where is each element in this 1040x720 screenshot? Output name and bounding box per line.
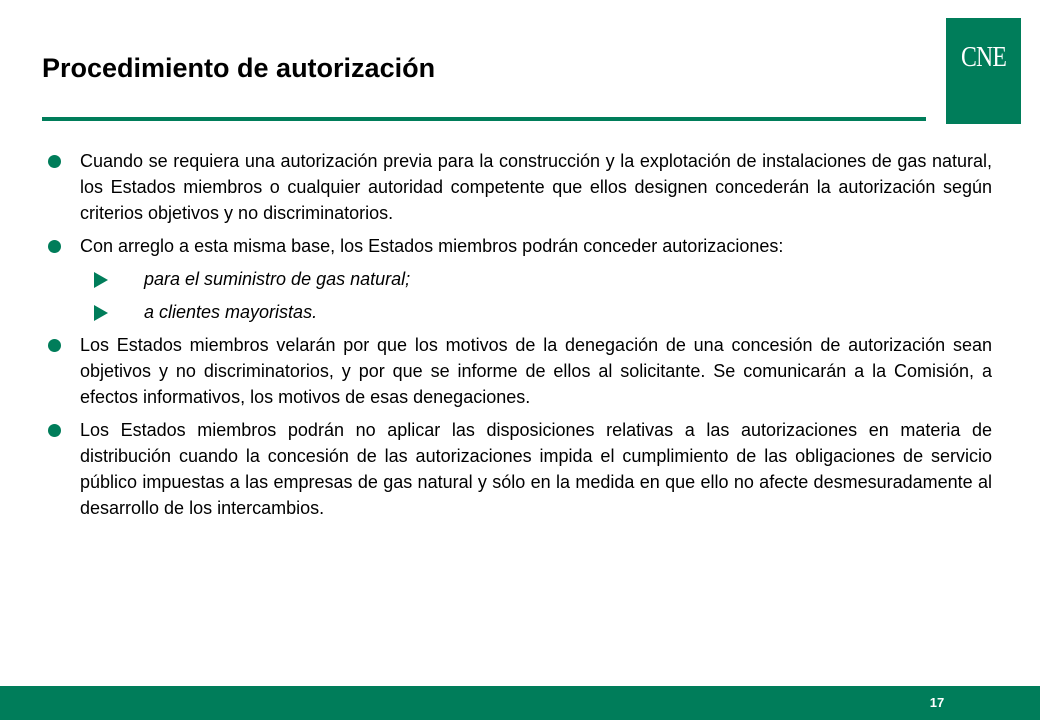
bullet-dot-icon: [48, 155, 61, 168]
bullet-item: [48, 332, 992, 410]
sub-bullet-text: para el suministro de gas natural;: [144, 269, 411, 289]
bullet-text: Los Estados miembros velarán por que los motivos de la denegación de una concesión de autorización sean objetivos y no discriminatorios, y por que se informe de ellos al solicitante. Se comunicarán a la Comisión, a efectos informativos, los motivos de esas denegaciones.: [80, 335, 992, 407]
bullet-text: Con arreglo a esta misma base, los Estados miembros podrán conceder autorizaciones:: [80, 236, 784, 256]
slide-content: [48, 148, 992, 528]
bullet-text: Cuando se requiera una autorización previa para la construcción y la explotación de instalaciones de gas natural, los Estados miembros o cualquier autoridad competente que ellos designen concederán la autorización según criterios objetivos y no discriminatorios.: [80, 151, 992, 223]
triangle-arrow-icon: [94, 272, 108, 288]
sub-bullet-text: a clientes mayoristas.: [144, 302, 318, 322]
bullet-text: Los Estados miembros podrán no aplicar las disposiciones relativas a las autorizaciones en materia de distribución cuando la concesión de las autorizaciones impida el cumplimiento de las obligaciones de servicio público impuestas a las empresas de gas natural y sólo en la medida en que ello no afecte desmesuradamente al desarrollo de los intercambios.: [80, 420, 992, 518]
page-number: 17: [929, 695, 945, 710]
title-divider: [42, 117, 926, 121]
triangle-arrow-icon: [94, 305, 108, 321]
sub-list: [48, 266, 992, 325]
bullet-item: [48, 233, 992, 259]
bullet-dot-icon: [48, 240, 61, 253]
cne-logo: [946, 18, 1021, 124]
logo-text: CNE: [960, 41, 1007, 73]
bullet-dot-icon: [48, 339, 61, 352]
sub-bullet-item: [48, 299, 992, 325]
bullet-dot-icon: [48, 424, 61, 437]
footer-bar: [0, 686, 1040, 720]
slide-title: Procedimiento de autorización: [42, 53, 436, 83]
bullet-item: [48, 148, 992, 226]
bullet-item: [48, 417, 992, 521]
sub-bullet-item: [48, 266, 992, 292]
